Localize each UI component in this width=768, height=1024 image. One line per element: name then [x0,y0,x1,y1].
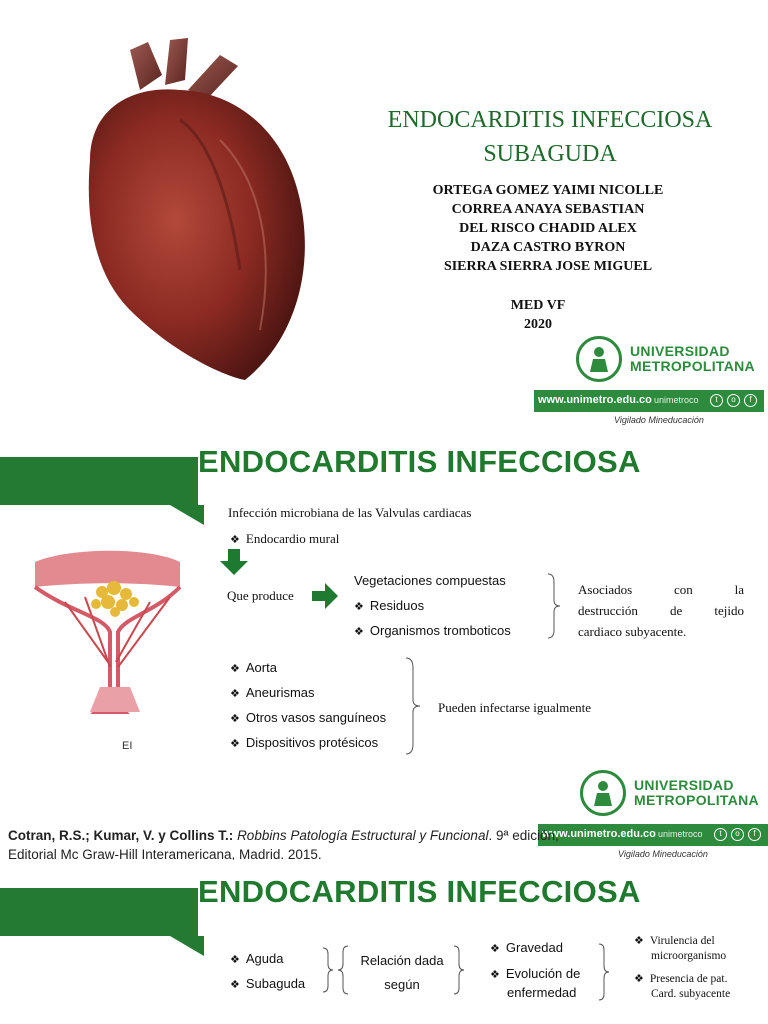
course-name: MED VF [510,298,566,313]
bullet-residues: ❖ Residuos [354,598,424,613]
university-emblem-icon [580,770,626,816]
instagram-icon[interactable]: o [727,394,740,407]
university-url[interactable]: www.unimetro.edu.co [542,828,656,840]
title-slide [0,0,768,425]
authors-list [398,181,698,276]
vigilado-tagline: Vigilado Mineducación [614,415,704,425]
factor-item-continued: Card. subyacente [651,988,731,1000]
course-year: 2020 [524,317,552,332]
image-label: EI [122,740,133,752]
instagram-icon[interactable]: o [731,828,744,841]
university-url[interactable]: www.unimetro.edu.co [538,394,652,406]
author-name: DEL RISCO CHADID ALEX [459,221,637,236]
university-logo [534,336,764,425]
site-item: ❖ Aneurismas [230,685,315,700]
brace-left [336,944,350,996]
arrow-down-icon [220,549,248,575]
facebook-icon[interactable]: f [744,394,757,407]
social-handle: unimetroco [654,395,699,405]
brace-right [546,572,562,640]
citation-details: . 9ª edición, Editorial Mc Graw-Hill Interamericana, Madrid. 2015. [8,828,559,860]
produces-label: Que produce [227,588,294,603]
header-bar [0,457,198,505]
type-item: ❖ Subaguda [230,976,305,991]
twitter-icon[interactable]: t [714,828,727,841]
slide-title: ENDOCARDITIS INFECCIOSA [198,444,641,479]
social-handle: unimetroco [658,829,703,839]
header-tab [170,936,204,956]
type-item: ❖ Aguda [230,951,283,966]
author-name: ORTEGA GOMEZ YAIMI NICOLLE [432,183,664,198]
title-line-1: ENDOCARDITIS INFECCIOSA [387,107,713,133]
valve-vegetation-image [30,542,190,742]
heart-illustration [70,30,330,390]
classification-slide [0,866,768,1024]
criteria-item: ❖ Evolución de [490,966,580,981]
course-info [498,296,578,334]
vegetations-label: Vegetaciones compuestas [354,573,506,588]
relation-text: Relación dada según [360,953,444,992]
criteria-item: ❖ Gravedad [490,940,563,955]
factor-item: ❖ Virulencia del [634,934,715,947]
bullet-mural: ❖ Endocardio mural [230,531,339,547]
site-item: ❖ Dispositivos protésicos [230,735,378,750]
university-name: UNIVERSIDAD METROPOLITANA [630,343,755,374]
university-bar [538,824,768,846]
title-line-2: SUBAGUDA [483,141,617,167]
definition-slide [0,432,768,860]
brace-right [597,942,611,1002]
brace-right [404,656,422,756]
site-item: ❖ Otros vasos sanguíneos [230,710,386,725]
presentation-title [370,103,730,171]
brace-right [452,944,466,996]
university-emblem-icon [576,336,622,382]
slide-title: ENDOCARDITIS INFECCIOSA [198,874,641,909]
university-logo [538,770,768,860]
factor-item: ❖ Presencia de pat. [634,972,727,985]
site-item: ❖ Aorta [230,660,277,675]
vigilado-tagline: Vigilado Mineducación [618,849,708,859]
university-bar [534,390,764,412]
arrow-right-icon [312,583,338,609]
university-name: UNIVERSIDAD METROPOLITANA [634,777,759,808]
author-name: CORREA ANAYA SEBASTIAN [451,202,645,217]
citation-title: Robbins Patología Estructural y Funcional [237,828,489,843]
factor-item-continued: microorganismo [651,950,727,962]
author-name: SIERRA SIERRA JOSE MIGUEL [443,259,653,274]
definition-text: Infección microbiana de las Valvulas cardiacas [228,505,472,520]
header-tab [170,505,204,525]
twitter-icon[interactable]: t [710,394,723,407]
associated-text: Asociados con la destrucción de tejido cardiaco subyacente. [578,582,744,639]
bullet-organisms: ❖ Organismos tromboticos [354,623,511,638]
facebook-icon[interactable]: f [748,828,761,841]
author-name: DAZA CASTRO BYRON [470,240,626,255]
brace-right [321,946,335,994]
header-bar [0,888,198,936]
criteria-item-continued: enfermedad [507,985,577,1000]
sites-note: Pueden infectarse igualmente [438,700,592,715]
citation [8,826,568,860]
citation-authors: Cotran, R.S.; Kumar, V. y Collins T.: [8,828,234,843]
